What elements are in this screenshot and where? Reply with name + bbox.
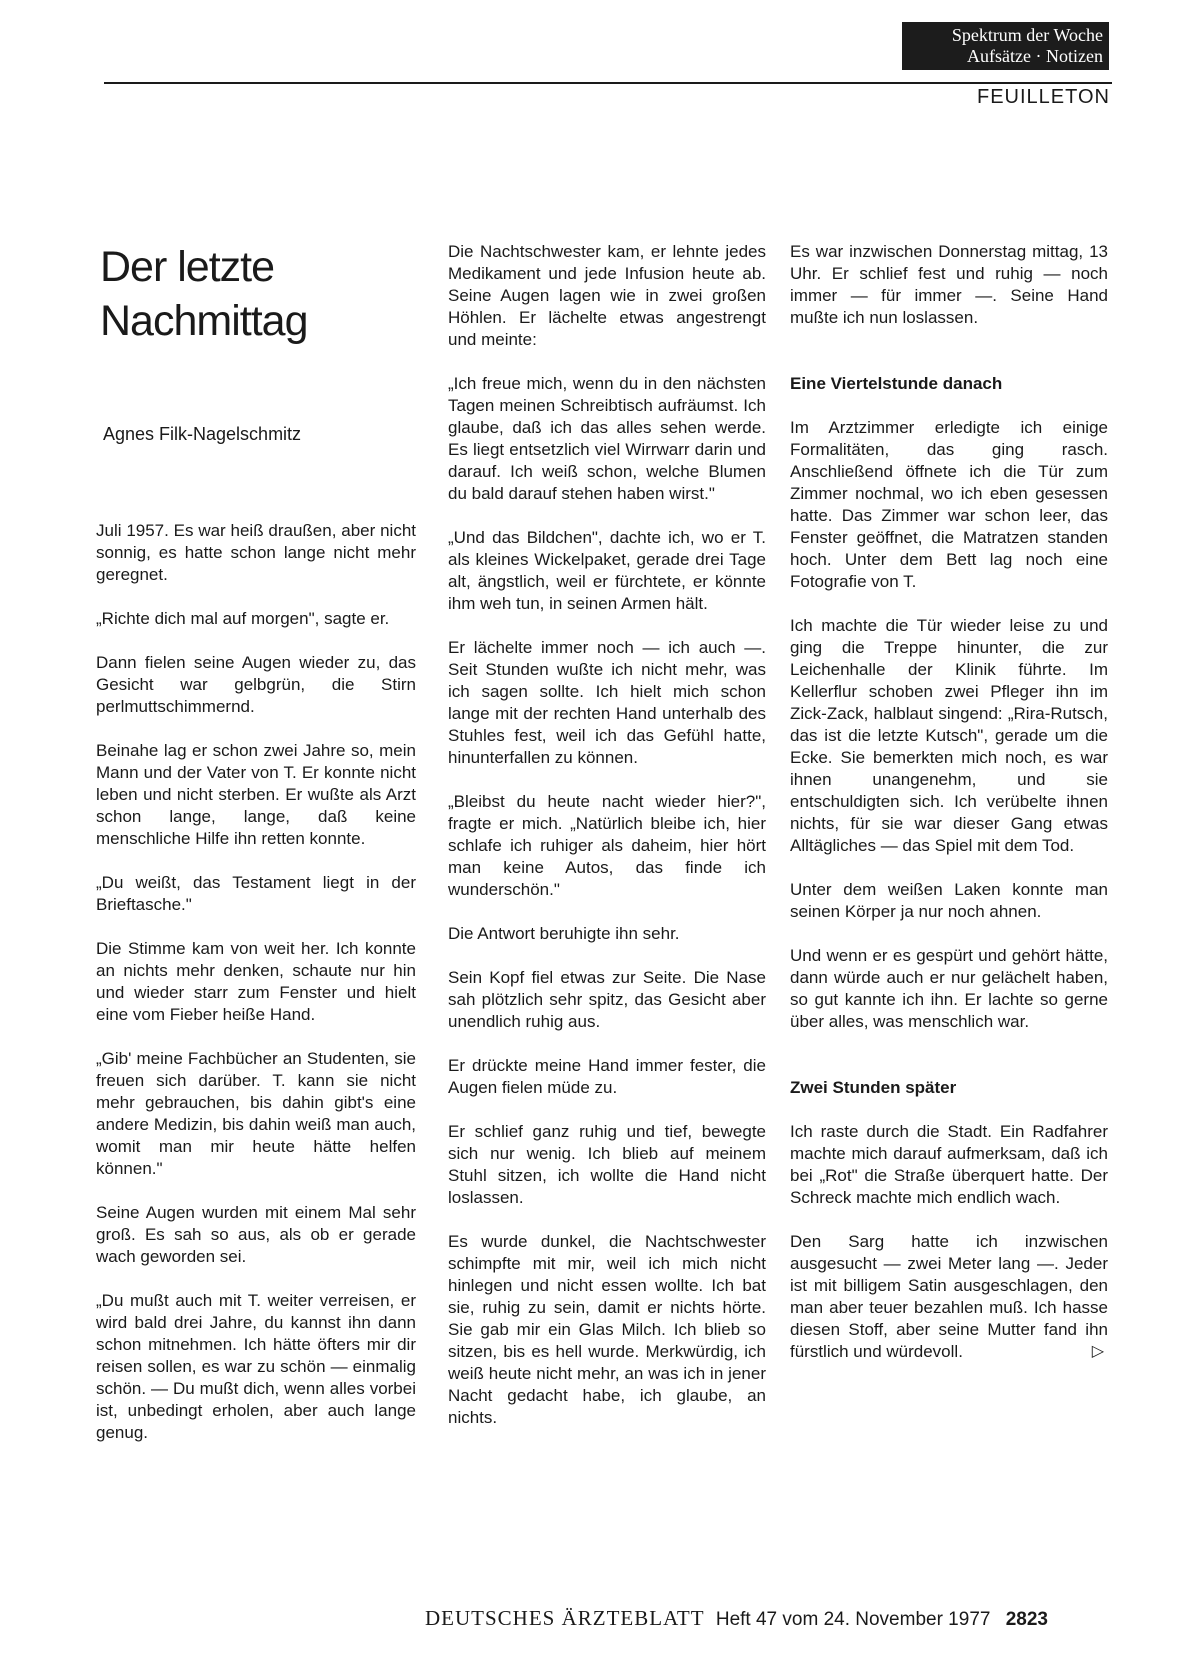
journal-masthead: DEUTSCHES ÄRZTEBLATT (425, 1606, 705, 1630)
paragraph: „Du weißt, das Testament liegt in der Brieftasche." (96, 873, 416, 914)
paragraph: Die Nachtschwester kam, er lehnte jedes Medikament und jede Infusion heute ab. Seine Augen lagen wie in zwei großen Höhlen. Er lächelte etwas angestrengt und meinte: (448, 242, 766, 349)
section-badge (902, 22, 1109, 70)
paragraph: „Richte dich mal auf morgen", sagte er. (96, 609, 390, 628)
paragraph: Sein Kopf fiel etwas zur Seite. Die Nase sah plötzlich sehr spitz, das Gesicht aber unendlich ruhig aus. (448, 968, 766, 1031)
title-line-2: Nachmittag (100, 297, 308, 345)
paragraph: Und wenn er es gespürt und gehört hätte, dann würde auch er nur gelächelt haben, so gut kannte ich ihn. Er lachte so gerne über alles, was menschlich war. (790, 946, 1108, 1031)
paragraph (790, 1231, 1108, 1363)
page-footer (425, 1606, 1048, 1631)
issue-info: Heft 47 vom 24. November 1977 (715, 1609, 991, 1630)
section-label: FEUILLETON (977, 86, 1110, 108)
page-number: 2823 (1005, 1609, 1049, 1630)
article-author: Agnes Filk-Nagelschmitz (103, 424, 302, 444)
paragraph: Im Arztzimmer erledigte ich einige Formalitäten, das ging rasch. Anschließend öffnete ich die Tür zum Zimmer nochmal, wo ich eben gesessen hatte. Das Zimmer war schon leer, das Fenster geöffnet, die Matratzen standen hoch. Unter dem Bett lag noch eine Fotografie von T. (790, 418, 1108, 591)
paragraph: Die Antwort beruhigte ihn sehr. (448, 924, 680, 943)
header-rule (104, 82, 1112, 84)
paragraph: „Gib' meine Fachbücher an Studenten, sie freuen sich darüber. T. kann sie nicht mehr gebrauchen, bis dahin gibt's eine andere Medizin, bis dahin weiß man auch, womit man mir heute hätte helfen können." (96, 1049, 416, 1178)
continue-arrow-icon: ▷ (1091, 1343, 1104, 1360)
column-3 (790, 241, 1108, 1385)
subheading-viertelstunde: Eine Viertelstunde danach (790, 374, 1003, 393)
paragraph: Seine Augen wurden mit einem Mal sehr groß. Es sah so aus, als ob er gerade wach geworden sei. (96, 1203, 416, 1266)
paragraph: „Und das Bildchen", dachte ich, wo er T. als kleines Wickelpaket, gerade drei Tage alt, ängstlich, weil er fürchtete, er könnte ihm weh tun, in seinen Armen hält. (448, 528, 766, 613)
paragraph: Er drückte meine Hand immer fester, die Augen fielen müde zu. (448, 1056, 766, 1097)
paragraph: Es war inzwischen Donnerstag mittag, 13 Uhr. Er schlief fest und ruhig — noch immer — für immer —. Seine Hand mußte ich nun loslassen. (790, 242, 1108, 327)
column-2 (448, 241, 766, 1451)
spacer (790, 351, 1108, 373)
spacer (790, 1055, 1108, 1077)
badge-line-2: Aufsätze · Notizen (967, 46, 1103, 66)
subheading-zwei-stunden: Zwei Stunden später (790, 1078, 957, 1097)
paragraph: Es wurde dunkel, die Nachtschwester schimpfte mit mir, weil ich mich nicht hinlegen und nicht essen wollte. Ich bat sie, ruhig zu sein, damit er nichts hörte. Sie gab mir ein Glas Milch. Ich blieb so sitzen, bis es hell wurde. Merkwürdig, ich weiß heute nicht mehr, an was ich in jener Nacht gedacht habe, ich glaube, an nichts. (448, 1232, 766, 1427)
paragraph: Ich raste durch die Stadt. Ein Radfahrer machte mich darauf aufmerksam, daß ich bei „Rot" die Straße überquert hatte. Der Schreck machte mich endlich wach. (790, 1122, 1108, 1207)
badge-line-1: Spektrum der Woche (951, 25, 1103, 45)
paragraph: „Ich freue mich, wenn du in den nächsten Tagen meinen Schreibtisch aufräumst. Ich glaube, daß ich das alles sehen werde. Es liegt entsetzlich viel Wirrwarr darin und darauf. Ich weiß schon, welche Blumen du bald darauf stehen haben wirst." (448, 374, 766, 503)
paragraph: „Bleibst du heute nacht wieder hier?", fragte er mich. „Natürlich bleibe ich, hier schlafe ich ruhiger als daheim, hier hört man keine Autos, das finde ich wunderschön." (448, 792, 766, 899)
paragraph: Juli 1957. Es war heiß draußen, aber nicht sonnig, es hatte schon lange nicht mehr geregnet. (96, 521, 416, 584)
paragraph: Die Stimme kam von weit her. Ich konnte an nichts mehr denken, schaute nur hin und wieder starr zum Fenster und hielt eine vom Fieber heiße Hand. (96, 939, 416, 1024)
paragraph: Ich machte die Tür wieder leise zu und ging die Treppe hinunter, die zur Leichenhalle der Klinik führte. Im Kellerflur schoben zwei Pfleger ihn im Zick-Zack, halblaut singend: „Rira-Rutsch, das ist die letzte Kutsch", gerade um die Ecke. Sie bemerkten mich noch, es war ihnen unangenehm, und sie entschuldigten sich. Ich verübelte ihnen nichts, für sie war dieser Gang etwas Alltägliches — das Spiel mit dem Tod. (790, 616, 1108, 855)
paragraph: „Du mußt auch mit T. weiter verreisen, er wird bald drei Jahre, du kannst ihn dann schon mitnehmen. Ich hätte öfters mir dir reisen sollen, es war zu schön — einmalig schön. — Du mußt dich, wenn alles vorbei ist, unbedingt erholen, aber auch lange genug. (96, 1291, 416, 1442)
title-line-1: Der letzte (100, 243, 275, 291)
paragraph: Beinahe lag er schon zwei Jahre so, mein Mann und der Vater von T. Er konnte nicht leben und nicht sterben. Er wußte als Arzt schon lange, lange, daß keine menschliche Hilfe ihn retten konnte. (96, 741, 416, 848)
column-1 (96, 520, 416, 1466)
paragraph: Er schlief ganz ruhig und tief, bewegte sich nur wenig. Ich blieb auf meinem Stuhl sitzen, ich wollte die Hand nicht loslassen. (448, 1122, 766, 1207)
article-title (100, 240, 307, 348)
paragraph: Dann fielen seine Augen wieder zu, das Gesicht war gelbgrün, die Stirn perlmuttschimmernd. (96, 653, 416, 716)
paragraph: Unter dem weißen Laken konnte man seinen Körper ja nur noch ahnen. (790, 880, 1108, 921)
paragraph-text: Den Sarg hatte ich inzwischen ausgesucht — zwei Meter lang —. Jeder ist mit billigem Satin ausgeschlagen, den man aber teuer bezahlen muß. Ich hasse diesen Stoff, aber seine Mutter fand ihn fürstlich und würdevoll. (790, 1232, 1108, 1361)
paragraph: Er lächelte immer noch — ich auch —. Seit Stunden wußte ich nicht mehr, was ich sagen sollte. Ich hielt mich schon lange mit der rechten Hand unterhalb des Stuhles fest, weil ich das Gefühl hatte, hinunterfallen zu können. (448, 638, 766, 767)
